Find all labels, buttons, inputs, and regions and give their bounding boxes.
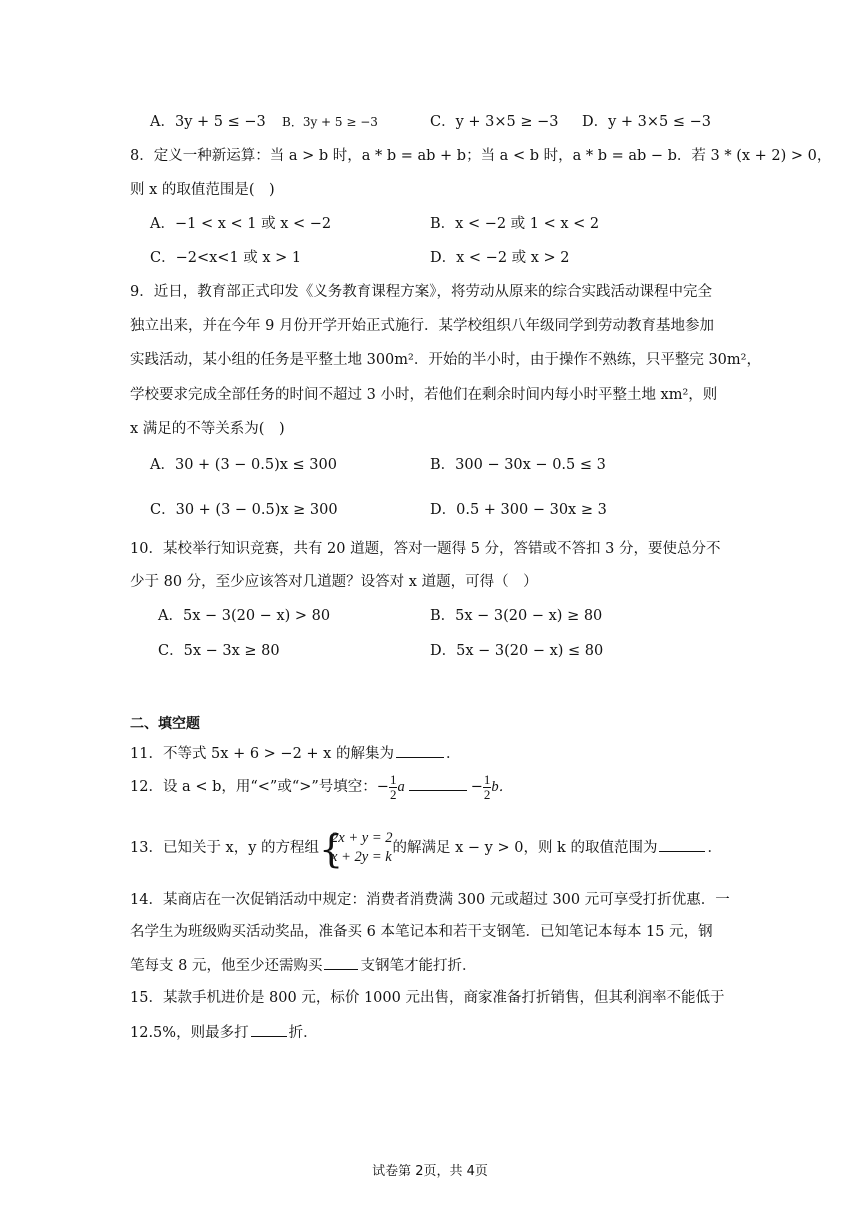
q12-text: 12．设 a < b，用“<”或“>”号填空：− — [130, 779, 389, 795]
q14-stem-line3 — [130, 955, 476, 976]
q12-minus: − — [470, 779, 483, 795]
q8-option-b: B．x < −2 或 1 < x < 2 — [430, 216, 600, 232]
q13-equation-1: 2x + y = 2 — [331, 830, 393, 846]
q9-stem-line3: 实践活动，某小组的任务是平整土地 300m²．开始的半小时，由于操作不熟练，只平整完 30m²， — [130, 352, 761, 368]
q8-stem-line1: 8．定义一种新运算：当 a > b 时，a * b = ab + b；当 a < b 时，a * b = ab − b．若 3 * (x + 2) > 0， — [130, 148, 832, 164]
q7-option-b: B．3y + 5 ≥ −3 — [282, 115, 378, 129]
q9-option-c: C．30 + (3 − 0.5)x ≥ 300 — [150, 502, 338, 518]
q11-text: 11．不等式 5x + 6 > −2 + x 的解集为 — [130, 746, 394, 762]
q8-option-d: D．x < −2 或 x > 2 — [430, 250, 570, 266]
q10-option-d: D．5x − 3(20 − x) ≤ 80 — [430, 643, 604, 659]
q15-text: 12.5%，则最多打 — [130, 1025, 249, 1041]
q8-option-a: A．−1 < x < 1 或 x < −2 — [150, 216, 332, 232]
q13-text: 13．已知关于 x，y 的方程组 — [130, 840, 320, 856]
q12-frac-left-num: 1 — [389, 771, 397, 787]
q10-stem-line1: 10．某校举行知识竞赛，共有 20 道题，答对一题得 5 分，答错或不答扣 3 分，要使总分不 — [130, 541, 721, 557]
q13-brace-icon: { — [319, 827, 344, 871]
q15-end: 折． — [288, 1025, 318, 1041]
q10-option-b: B．5x − 3(20 − x) ≥ 80 — [430, 608, 603, 624]
q13-answer-blank — [659, 837, 705, 852]
q8-stem-line2: 则 x 的取值范围是( ) — [130, 182, 275, 198]
q7-option-d: D．y + 3×5 ≤ −3 — [582, 114, 712, 130]
q11-end: ． — [445, 746, 461, 762]
q9-option-b: B．300 − 30x − 0.5 ≤ 3 — [430, 457, 606, 473]
q15-stem-line1: 15．某款手机进价是 800 元，标价 1000 元出售，商家准备打折销售，但其利润率不能低于 — [130, 990, 725, 1006]
page-footer: 试卷第 2页，共 4页 — [372, 1164, 488, 1179]
q14-stem-line2: 名学生为班级购买活动奖品，准备买 6 本笔记本和若干支钢笔．已知笔记本每本 15 元，钢 — [130, 924, 713, 940]
q12-frac-right-num: 1 — [483, 771, 491, 787]
q14-answer-blank — [324, 955, 358, 970]
q14-stem-line1: 14．某商店在一次促销活动中规定：消费者消费满 300 元或超过 300 元可享受打折优惠．一 — [130, 892, 730, 908]
q7-option-c: C．y + 3×5 ≥ −3 — [430, 114, 559, 130]
q13-equation-system — [319, 827, 393, 871]
q12-var-a: a — [397, 779, 405, 795]
q10-option-a: A．5x − 3(20 − x) > 80 — [158, 608, 331, 624]
q7-option-a: A．3y + 5 ≤ −3 — [150, 114, 266, 130]
q10-stem-line2: 少于 80 分，至少应该答对几道题？设答对 x 道题，可得（ ） — [130, 574, 538, 590]
section-title-fill-in: 二、填空题 — [130, 716, 200, 732]
q12-frac-right-den: 2 — [483, 786, 491, 802]
q15-answer-blank — [251, 1022, 287, 1037]
q12-var-b: b． — [491, 779, 514, 795]
q13-condition: 的解满足 x − y > 0，则 k 的取值范围为 — [392, 840, 658, 856]
q9-stem-line2: 独立出来，并在今年 9 月份开学开始正式施行．某学校组织八年级同学到劳动教育基地参加 — [130, 318, 714, 334]
q13-stem — [130, 826, 722, 870]
q9-stem-line1: 9．近日，教育部正式印发《义务教育课程方案》，将劳动从原来的综合实践活动课程中完全 — [130, 284, 712, 300]
q14-end: 支钢笔才能打折． — [360, 958, 477, 974]
q9-option-a: A．30 + (3 − 0.5)x ≤ 300 — [150, 457, 337, 473]
q11-stem — [130, 743, 460, 764]
q14-text: 笔每支 8 元，他至少还需购买 — [130, 958, 323, 974]
q11-answer-blank — [396, 743, 444, 758]
q10-option-c: C．5x − 3x ≥ 80 — [158, 643, 280, 659]
q12-answer-blank — [409, 776, 467, 791]
q9-stem-line4: 学校要求完成全部任务的时间不超过 3 小时，若他们在剩余时间内每小时平整土地 xm²，则 — [130, 387, 718, 403]
q8-option-c: C．−2<x<1 或 x > 1 — [150, 250, 302, 266]
q13-end: ． — [707, 840, 722, 856]
q15-stem-line2 — [130, 1022, 318, 1043]
q12-stem — [130, 770, 513, 804]
q13-equation-2: x + 2y = k — [331, 849, 392, 865]
q9-stem-line5: x 满足的不等关系为( ) — [130, 421, 285, 437]
q9-option-d: D．0.5 + 300 − 30x ≥ 3 — [430, 502, 607, 518]
q12-frac-left-den: 2 — [389, 786, 397, 802]
